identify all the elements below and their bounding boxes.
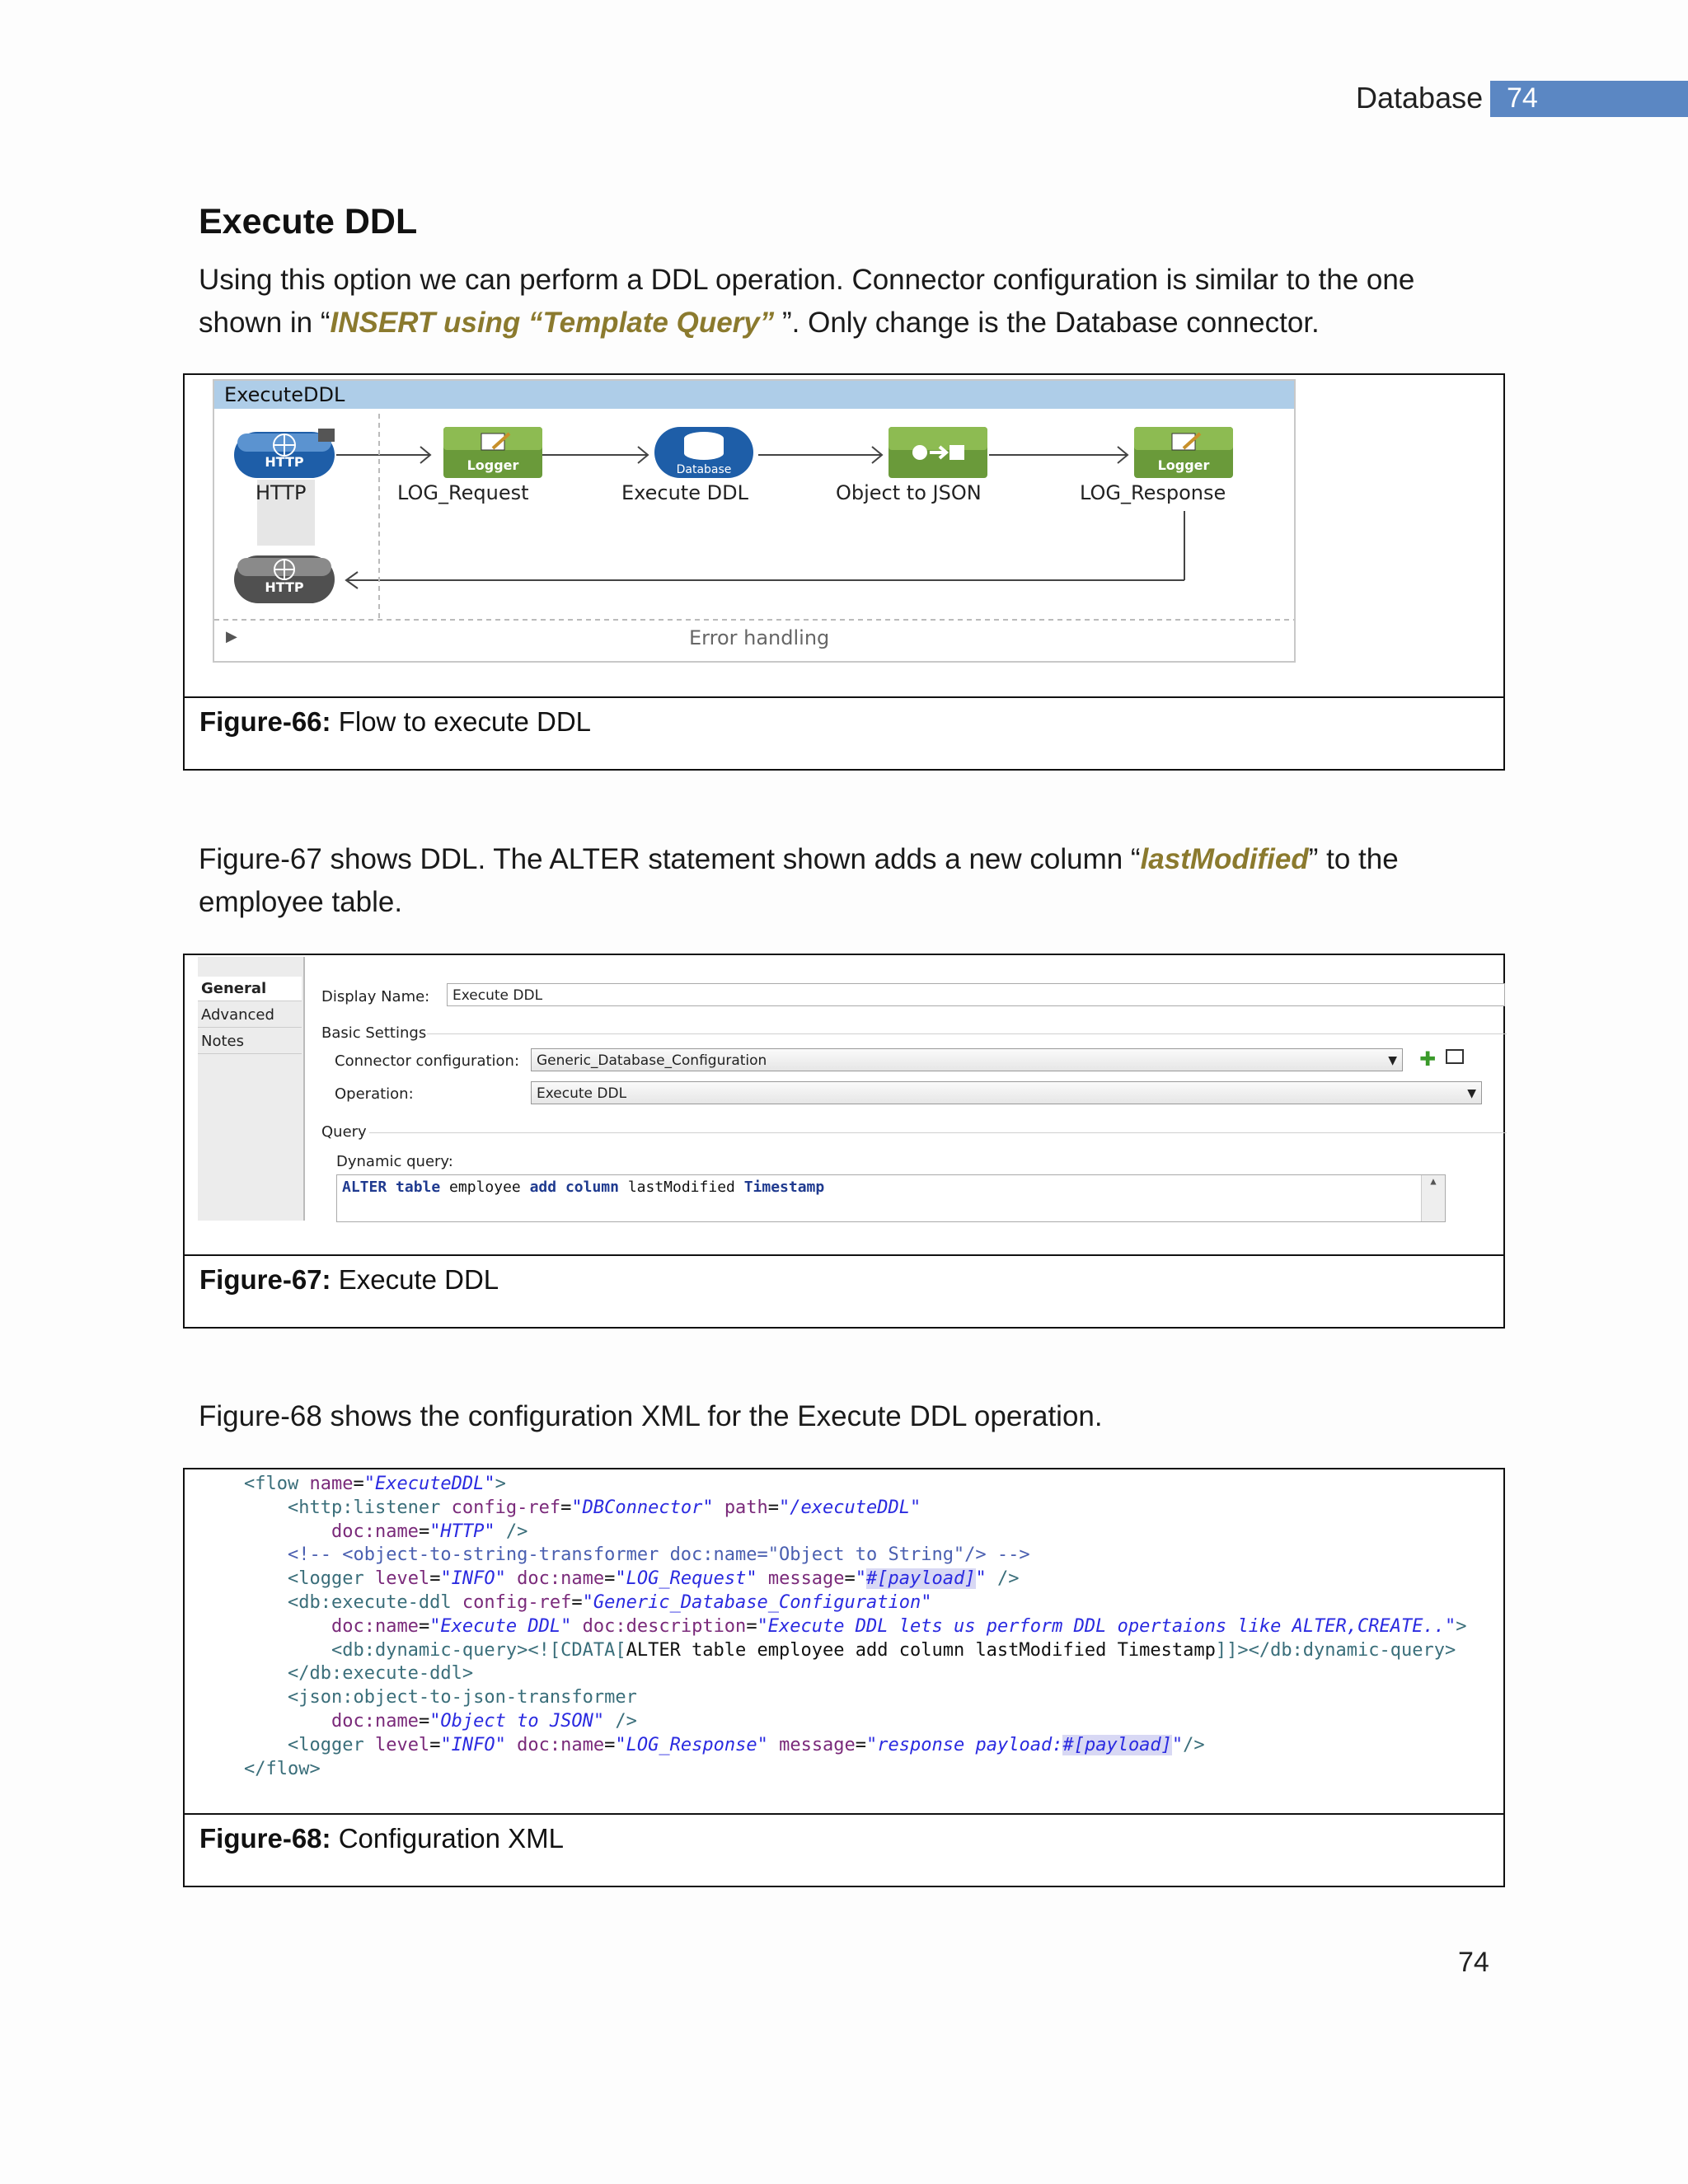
xml-token: <db:dynamic-query><![CDATA[ xyxy=(331,1639,626,1661)
xml-token xyxy=(506,1735,517,1755)
xml-token xyxy=(244,1616,331,1637)
intro-paragraph xyxy=(199,259,1493,344)
caption-label: Figure-68: xyxy=(199,1823,331,1854)
xml-token: = xyxy=(429,1734,441,1755)
sql-keyword: column xyxy=(565,1179,619,1196)
sql-text: lastModified xyxy=(618,1179,744,1196)
xml-line xyxy=(244,1473,1467,1497)
xml-token xyxy=(244,1568,288,1589)
xml-token: level xyxy=(374,1734,430,1755)
xml-token xyxy=(495,1521,506,1542)
xml-token: <flow xyxy=(244,1474,310,1494)
xml-token: = xyxy=(560,1497,572,1518)
figure-67-intro-paragraph xyxy=(199,838,1493,924)
scrollbar[interactable]: ▲ xyxy=(1421,1175,1445,1221)
flow-connectors xyxy=(214,381,1294,661)
xml-token: </db:execute-ddl> xyxy=(287,1663,474,1685)
node-label-http: HTTP xyxy=(256,481,307,504)
xml-token: " xyxy=(975,1568,987,1590)
sql-text xyxy=(387,1179,396,1196)
sql-keyword: add xyxy=(529,1179,557,1196)
node-label-log-request: LOG_Request xyxy=(397,481,529,504)
intro-text-end: ”. Only change is the Database connector. xyxy=(774,307,1320,339)
xml-token: = xyxy=(855,1734,867,1755)
flow-canvas xyxy=(213,379,1296,663)
xml-token: = xyxy=(353,1474,364,1494)
chevron-down-icon: ▼ xyxy=(1467,1087,1476,1100)
xml-line xyxy=(244,1758,1467,1782)
http-icon[interactable] xyxy=(234,429,335,480)
property-tabs xyxy=(198,957,305,1221)
xml-line xyxy=(244,1639,1467,1663)
tab-advanced[interactable]: Advanced xyxy=(198,1003,302,1028)
xml-token: = xyxy=(418,1710,430,1732)
xml-line xyxy=(244,1710,1467,1734)
display-name-field[interactable]: Execute DDL xyxy=(447,983,1505,1006)
xml-token: path xyxy=(724,1497,768,1518)
svg-text:Logger: Logger xyxy=(1157,457,1210,473)
xml-token xyxy=(244,1544,288,1565)
figure-67-caption xyxy=(185,1254,1503,1327)
svg-text:Database: Database xyxy=(676,463,732,476)
xml-token: <db:execute-ddl xyxy=(287,1591,462,1613)
xml-token: <http:listener xyxy=(287,1497,452,1518)
figure-67 xyxy=(183,954,1505,1329)
xml-token xyxy=(244,1497,288,1518)
header-page-number: 74 xyxy=(1507,82,1538,114)
xml-token: = xyxy=(604,1568,616,1590)
edit-icon[interactable] xyxy=(1446,1049,1464,1064)
xml-token xyxy=(244,1521,331,1542)
xml-token: level xyxy=(374,1568,430,1590)
xml-token: = xyxy=(767,1497,780,1518)
column-name-reference: lastModified xyxy=(1140,843,1309,875)
intro-text: Using this option we can perform a DDL operation. Connector configuration is similar to the one shown in “ xyxy=(199,264,1415,339)
xml-token: = xyxy=(604,1734,616,1755)
connector-configuration-value: Generic_Database_Configuration xyxy=(537,1052,767,1069)
xml-line xyxy=(244,1662,1467,1686)
sql-keyword: ALTER xyxy=(342,1179,387,1196)
xml-token: "Execute DDL" xyxy=(429,1615,572,1637)
figure-66-caption xyxy=(185,696,1503,769)
para2-text-end: ” to the employee table. xyxy=(199,843,1399,918)
xml-token xyxy=(604,1711,615,1732)
page-number-tab xyxy=(1490,81,1688,117)
xml-line xyxy=(244,1521,1467,1544)
expand-triangle-icon[interactable]: ▶ xyxy=(226,628,237,644)
xml-token: config-ref xyxy=(462,1591,572,1613)
figure-68 xyxy=(183,1468,1505,1887)
xml-token: doc:description xyxy=(582,1615,747,1637)
operation-value: Execute DDL xyxy=(537,1085,627,1102)
xml-line xyxy=(244,1615,1467,1639)
sql-keyword: Timestamp xyxy=(743,1179,825,1196)
section-heading: Execute DDL xyxy=(199,202,418,241)
xml-token: <logger xyxy=(287,1734,375,1755)
caption-text: Execute DDL xyxy=(331,1264,499,1295)
xml-token: "Generic_Database_Configuration" xyxy=(582,1591,932,1613)
caption-text: Configuration XML xyxy=(331,1823,565,1854)
logger-icon[interactable] xyxy=(1134,427,1233,478)
xml-token: doc:name xyxy=(331,1521,419,1542)
xml-token: = xyxy=(571,1591,583,1613)
xml-token: "INFO" xyxy=(440,1734,506,1755)
xml-line xyxy=(244,1497,1467,1521)
footer-page-number: 74 xyxy=(1458,1947,1489,1978)
xml-line xyxy=(244,1591,1467,1615)
xml-line xyxy=(244,1734,1467,1758)
xml-line xyxy=(244,1568,1467,1591)
svg-text:Logger: Logger xyxy=(467,457,519,473)
xml-token: "Execute DDL lets us perform DDL opertaions like ALTER,CREATE.." xyxy=(757,1615,1456,1637)
xml-token: " xyxy=(1171,1734,1184,1755)
xml-token xyxy=(244,1663,288,1684)
dynamic-query-text xyxy=(342,1179,824,1196)
xml-token: > xyxy=(495,1474,506,1494)
caption-label: Figure-66: xyxy=(199,706,331,737)
connector-configuration-select[interactable] xyxy=(531,1048,1403,1071)
svg-text:HTTP: HTTP xyxy=(265,454,304,470)
properties-form xyxy=(198,957,1492,1225)
xml-token: message xyxy=(767,1568,845,1590)
xml-token xyxy=(244,1711,331,1732)
display-name-label: Display Name: xyxy=(321,988,430,1005)
logger-icon[interactable] xyxy=(443,427,542,478)
xml-token xyxy=(757,1568,768,1589)
xml-token: "Object to JSON" xyxy=(429,1710,605,1732)
transformer-icon[interactable] xyxy=(889,427,987,478)
xml-token xyxy=(714,1497,724,1518)
xml-token xyxy=(506,1568,517,1589)
basic-settings-label: Basic Settings xyxy=(321,1024,427,1042)
node-label-log-response: LOG_Response xyxy=(1080,481,1226,504)
xml-token xyxy=(244,1735,288,1755)
xml-token: "HTTP" xyxy=(429,1521,495,1542)
database-icon[interactable] xyxy=(654,427,753,478)
xml-token: = xyxy=(844,1568,856,1590)
xml-token: message xyxy=(779,1734,856,1755)
tab-general[interactable]: General xyxy=(198,977,302,1001)
http-response-icon[interactable] xyxy=(234,554,335,605)
xml-token xyxy=(244,1640,331,1661)
query-section-label: Query xyxy=(321,1123,367,1141)
xml-line xyxy=(244,1544,1467,1568)
xml-token: <!-- <object-to-string-transformer doc:name="Object to String"/> --> xyxy=(287,1544,1030,1566)
dynamic-query-editor[interactable] xyxy=(336,1174,1446,1222)
xml-token: "DBConnector" xyxy=(571,1497,714,1518)
svg-text:HTTP: HTTP xyxy=(265,579,304,595)
xml-token: = xyxy=(429,1568,441,1590)
xml-token: > xyxy=(1456,1615,1467,1637)
xml-token: = xyxy=(746,1615,757,1637)
xml-token: #[payload] xyxy=(1062,1734,1172,1755)
xml-token xyxy=(571,1616,582,1637)
caption-label: Figure-67: xyxy=(199,1264,331,1295)
intro-cross-reference[interactable]: INSERT using “Template Query” xyxy=(330,307,775,339)
xml-token: <json:object-to-json-transformer xyxy=(287,1687,637,1708)
figure-68-caption xyxy=(185,1813,1503,1886)
xml-token: "LOG_Response" xyxy=(615,1734,768,1755)
xml-token: ALTER table employee add column lastModified Timestamp xyxy=(626,1639,1216,1661)
sql-keyword: table xyxy=(396,1179,441,1196)
xml-token: "/executeDDL" xyxy=(779,1497,921,1518)
xml-token xyxy=(987,1568,997,1589)
xml-code-block xyxy=(244,1473,1467,1781)
error-handling-label[interactable]: Error handling xyxy=(689,626,830,649)
xml-token: "ExecuteDDL" xyxy=(363,1474,495,1494)
xml-token: name xyxy=(309,1474,354,1494)
xml-token: "LOG_Request" xyxy=(615,1568,757,1590)
connector-configuration-label: Connector configuration: xyxy=(335,1052,520,1070)
sql-text: employee xyxy=(440,1179,530,1196)
node-label-object-to-json: Object to JSON xyxy=(836,481,982,504)
figure-68-intro-paragraph: Figure-68 shows the configuration XML for the Execute DDL operation. xyxy=(199,1400,1103,1432)
xml-token: /> xyxy=(1183,1734,1205,1755)
xml-token: /> xyxy=(997,1568,1020,1590)
running-header-section: Database xyxy=(1356,81,1484,115)
xml-token xyxy=(244,1687,288,1708)
sql-text xyxy=(556,1179,565,1196)
node-label-execute-ddl: Execute DDL xyxy=(621,481,748,504)
xml-token: /> xyxy=(505,1521,528,1542)
xml-token: </flow> xyxy=(244,1758,321,1779)
xml-token: " xyxy=(855,1568,867,1590)
chevron-down-icon: ▼ xyxy=(1388,1054,1397,1067)
tab-notes[interactable]: Notes xyxy=(198,1029,302,1054)
operation-select[interactable] xyxy=(531,1081,1482,1104)
xml-token: ]]></db:dynamic-query> xyxy=(1215,1639,1456,1661)
xml-token: doc:name xyxy=(331,1615,419,1637)
xml-token xyxy=(768,1735,779,1755)
xml-token: config-ref xyxy=(451,1497,561,1518)
xml-token: #[payload] xyxy=(866,1568,976,1590)
para2-text: Figure-67 shows DDL. The ALTER statement shown adds a new column “ xyxy=(199,843,1141,875)
xml-token: "INFO" xyxy=(440,1568,506,1590)
flow-title: ExecuteDDL xyxy=(214,381,1294,409)
xml-token: <logger xyxy=(287,1568,375,1590)
xml-token: = xyxy=(418,1521,430,1542)
xml-token: = xyxy=(418,1615,430,1637)
figure-66 xyxy=(183,373,1505,771)
xml-token: "response payload: xyxy=(866,1734,1063,1755)
xml-token: doc:name xyxy=(331,1710,419,1732)
operation-label: Operation: xyxy=(335,1085,414,1103)
xml-token: doc:name xyxy=(517,1568,605,1590)
dynamic-query-label: Dynamic query: xyxy=(336,1153,453,1170)
xml-token: doc:name xyxy=(517,1734,605,1755)
xml-token: /> xyxy=(615,1710,637,1732)
add-icon[interactable]: ✚ xyxy=(1419,1047,1437,1071)
caption-text: Flow to execute DDL xyxy=(331,706,591,737)
xml-token xyxy=(244,1592,288,1613)
xml-line xyxy=(244,1686,1467,1710)
